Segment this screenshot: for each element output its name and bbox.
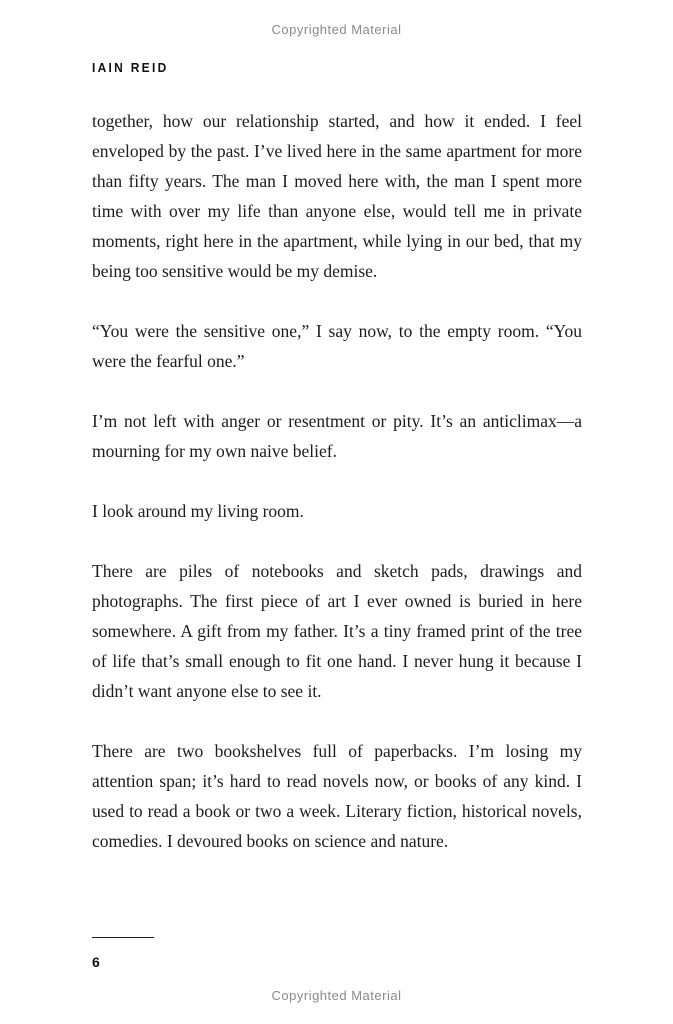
copyright-notice-top: Copyrighted Material [271, 22, 402, 37]
paragraph: I’m not left with anger or resentment or pity. It’s an anticlimax—a mourning for my own naive belief. [92, 411, 582, 461]
page-body [92, 106, 582, 886]
paragraph: There are two bookshelves full of paperbacks. I’m losing my attention span; it’s hard to read novels now, or books of any kind. I used to read a book or two a week. Literary fiction, historical novels, comedies. I devoured books on science and nature. [92, 741, 582, 851]
running-header-author: IAIN REID [92, 60, 169, 75]
paragraph: together, how our relationship started, and how it ended. I feel enveloped by the past. I’ve lived here in the same apartment for more than fifty years. The man I moved here with, the man I spent more time with over my life than anyone else, would tell me in private moments, right here in the apartment, while lying in our bed, that my being too sensitive would be my demise. [92, 111, 582, 281]
page-number: 6 [92, 954, 100, 970]
paragraph: I look around my living room. [92, 501, 304, 521]
footer-rule [92, 937, 154, 938]
paragraph: “You were the sensitive one,” I say now, to the empty room. “You were the fearful one.” [92, 321, 582, 371]
copyright-notice-bottom: Copyrighted Material [271, 988, 402, 1003]
paragraph: There are piles of notebooks and sketch pads, drawings and photographs. The first piece of art I ever owned is buried in here somewhere. A gift from my father. It’s a tiny framed print of the tree of life that’s small enough to fit one hand. I never hung it because I didn’t want anyone else to see it. [92, 561, 582, 701]
